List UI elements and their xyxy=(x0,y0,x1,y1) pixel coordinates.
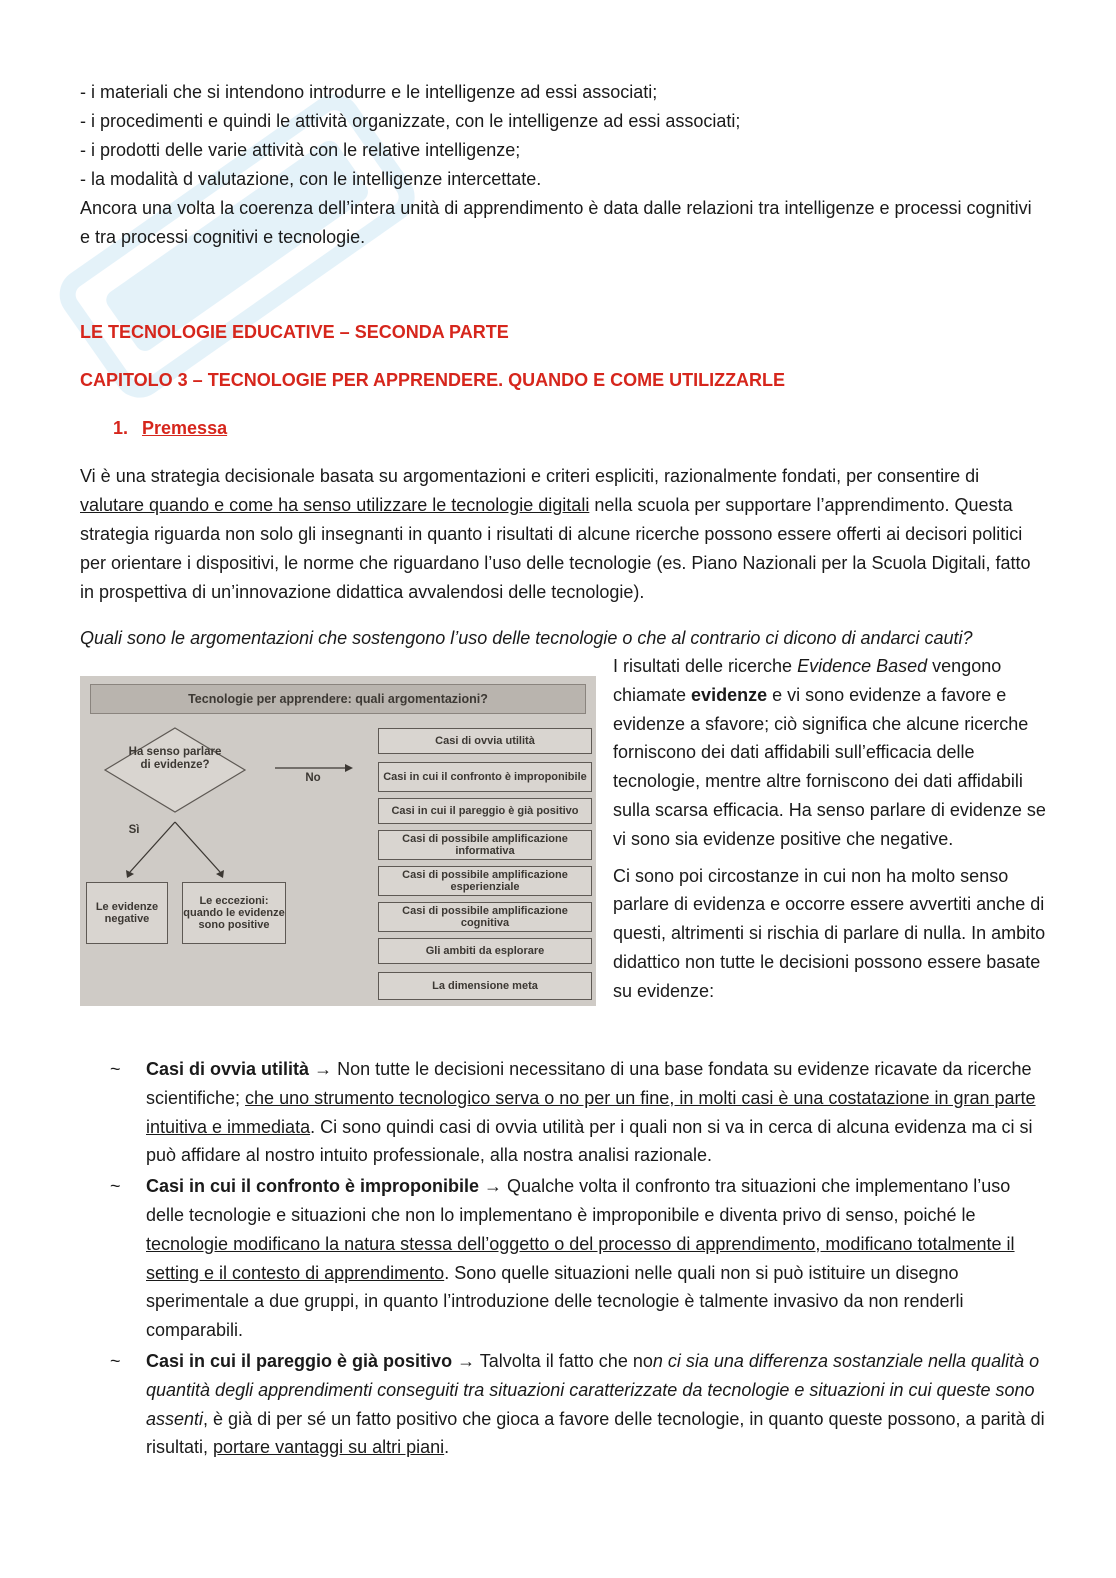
bullet-marker: ~ xyxy=(110,1350,121,1371)
case-box: Casi di possibile amplificazione esperienziale xyxy=(378,866,592,896)
arrow-icon: → xyxy=(457,1350,476,1371)
intro-line: - i procedimenti e quindi le attività organizzate, con le intelligenze ad essi associati; xyxy=(80,111,741,131)
arrow-icon: → xyxy=(484,1176,503,1197)
bullet-marker: ~ xyxy=(110,1059,121,1079)
case-box: La dimensione meta xyxy=(378,972,592,1000)
decision-label: Ha senso parlare di evidenze? xyxy=(128,746,222,771)
case-box: Gli ambiti da esplorare xyxy=(378,938,592,964)
bullet-title: Casi di ovvia utilità xyxy=(146,1059,310,1079)
side-paragraph-1: I risultati delle ricerche Evidence Based vengono chiamate evidenze e vi sono evidenze a favore e evidenze a sfavore; ciò significa che alcune ricerche forniscono dei dati affidabili sull’efficacia delle tecnologie, mentre altre forniscono dei dati affidabili sulla scarsa efficacia. Ha senso parlare di evidenze se vi sono sia evidenze positive che negative. xyxy=(613,656,1046,849)
cases-list xyxy=(80,1055,1045,1464)
si-arrow-right xyxy=(175,822,220,872)
case-box: Casi di possibile amplificazione cognitiva xyxy=(378,902,592,932)
list-item: ~ Casi di ovvia utilità → Non tutte le decisioni necessitano di una base fondata su evidenze ricavate da ricerche scientifiche; che uno strumento tecnologico serva o no per un fine, in molti casi è una costatazione in gran parte intuitiva e immediata. Ci sono quindi casi di ovvia utilità per i quali non si va in cerca di alcuna evidenza ma ci si può affidare al nostro intuito professionale, alla nostra analisi razionale. xyxy=(80,1055,1045,1170)
exceptions-box: Le eccezioni: quando le evidenze sono positive xyxy=(182,882,286,944)
figure-title: Tecnologie per apprendere: quali argomentazioni? xyxy=(90,684,586,714)
negative-evidence-box: Le evidenze negative xyxy=(86,882,168,944)
arrow-icon: → xyxy=(314,1059,333,1079)
case-box: Casi di possibile amplificazione informativa xyxy=(378,830,592,860)
intro-block xyxy=(80,78,1040,252)
intro-line: - i materiali che si intendono introdurre e le intelligenze ad essi associati; xyxy=(80,82,658,102)
case-box: Casi di ovvia utilità xyxy=(378,728,592,754)
premessa-paragraph xyxy=(80,462,1040,607)
chapter-heading: CAPITOLO 3 – TECNOLOGIE PER APPRENDERE. QUANDO E COME UTILIZZARLE xyxy=(80,370,786,390)
intro-line: - la modalità d valutazione, con le intelligenze intercettate. xyxy=(80,169,542,189)
case-box: Casi in cui il pareggio è già positivo xyxy=(378,798,592,824)
premessa-question: Quali sono le argomentazioni che sostengono l’uso delle tecnologie o che al contrario ci dicono di andarci cauti? xyxy=(80,628,973,648)
premessa-underlined: valutare quando e come ha senso utilizzare le tecnologie digitali xyxy=(80,495,590,515)
list-item: ~ Casi in cui il pareggio è già positivo → Talvolta il fatto che non ci sia una differenza sostanziale nella qualità o quantità degli apprendimenti conseguiti tra situazioni caratterizzate da tecnologie e situazioni in cui queste sono assenti, è già di per sé un fatto positivo che gioca a favore delle tecnologie, in quanto queste possono, a parità di risultati, portare vantaggi su altri piani. xyxy=(80,1347,1045,1462)
bullet-marker: ~ xyxy=(110,1176,121,1197)
argument-flowchart-figure xyxy=(80,676,596,1006)
side-text xyxy=(613,652,1053,1006)
section-title: Premessa xyxy=(142,418,228,438)
si-label: Sì xyxy=(128,824,140,836)
part-heading: LE TECNOLOGIE EDUCATIVE – SECONDA PARTE xyxy=(80,322,509,342)
section-heading xyxy=(113,416,227,440)
bullet-title: Casi in cui il pareggio è già positivo xyxy=(146,1350,453,1371)
intro-conclusion: Ancora una volta la coerenza dell’intera unità di apprendimento è data dalle relazioni tra intelligenze e processi cognitivi e tra processi cognitivi e tecnologie. xyxy=(80,198,1032,247)
side-paragraph-2: Ci sono poi circostanze in cui non ha molto senso parlare di evidenza e occorre essere avvertiti anche di questi, altrimenti si rischia di parlare di nulla. In ambito didattico non tutte le decisioni possono essere basate su evidenze: xyxy=(613,865,1046,1001)
premessa-text: Vi è una strategia decisionale basata su argomentazioni e criteri espliciti, razionalmente fondati, per consentire di xyxy=(80,466,980,486)
intro-line: - i prodotti delle varie attività con le relative intelligenze; xyxy=(80,140,521,160)
no-arrowhead xyxy=(345,764,353,772)
list-item: ~ Casi in cui il confronto è improponibile → Qualche volta il confronto tra situazioni che implementano l’uso delle tecnologie e situazioni che non lo implementano è improponibile e diventa privo di senso, poiché le tecnologie modificano la natura stessa dell’oggetto o del processo di apprendimento, modificano totalmente il setting e il contesto di apprendimento. Sono quelle situazioni nelle quali non si può istituire un disegno sperimentale a due gruppi, in quanto l’introduzione delle tecnologie è talmente invasivo da non renderli comparabili. xyxy=(80,1172,1045,1345)
case-box: Casi in cui il confronto è improponibile xyxy=(378,762,592,792)
bullet-title: Casi in cui il confronto è improponibile xyxy=(146,1176,480,1197)
no-label: No xyxy=(305,772,321,784)
premessa-text-cont: nella scuola per supportare l’apprendimento. Questa strategia riguarda non solo gli insegnanti in quanto i risultati di alcune ricerche possono essere offerti ai decisori politici per orientare i dispositivi, le norme che riguardano l’uso delle tecnologie (es. Piano Nazionali per la Scuola Digitali, fatto in prospettiva di un’innovazione didattica avvalendosi delle tecnologie). xyxy=(80,495,1031,602)
section-number: 1. xyxy=(113,418,129,438)
